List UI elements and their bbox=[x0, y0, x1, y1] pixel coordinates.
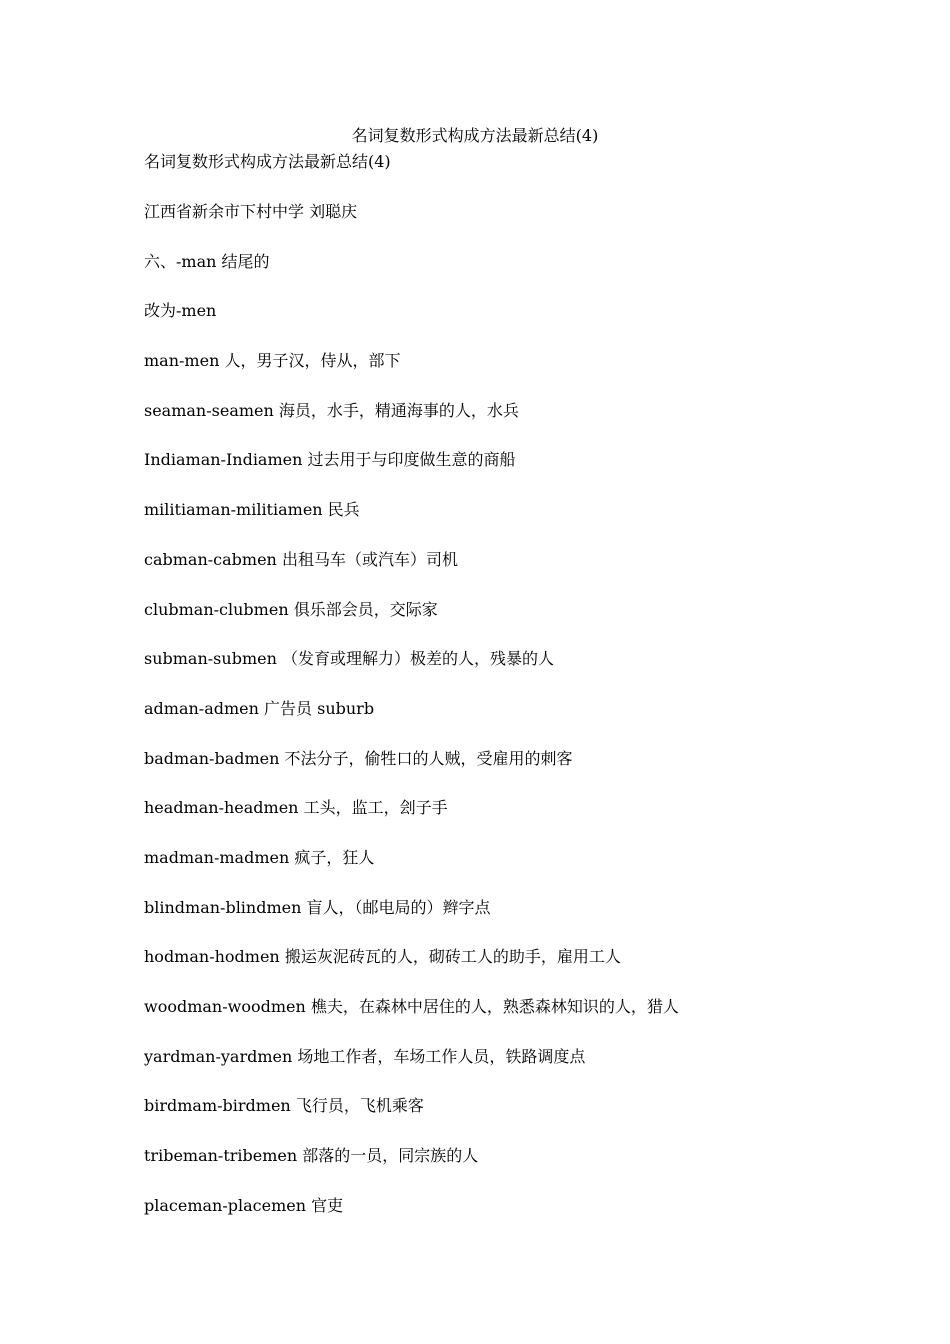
paragraph-entry: madman-madmen 疯子，狂人 bbox=[144, 847, 375, 867]
paragraph-entry: subman-submen （发育或理解力）极差的人，残暴的人 bbox=[144, 649, 554, 669]
paragraph-entry: headman-headmen 工头，监工，刽子手 bbox=[144, 798, 448, 818]
paragraph-entry: clubman-clubmen 俱乐部会员，交际家 bbox=[144, 599, 438, 619]
document-title: 名词复数形式构成方法最新总结(4) bbox=[351, 126, 599, 145]
paragraph-subtitle: 名词复数形式构成方法最新总结(4) bbox=[144, 152, 391, 171]
paragraph-section-heading: 六、-man 结尾的 bbox=[144, 251, 270, 271]
paragraph-entry: adman-admen 广告员 suburb bbox=[144, 698, 375, 718]
paragraph-entry: seaman-seamen 海员，水手，精通海事的人，水兵 bbox=[144, 400, 519, 420]
paragraph-entry: hodman-hodmen 搬运灰泥砖瓦的人，砌砖工人的助手，雇用工人 bbox=[144, 947, 621, 967]
paragraph-entry: tribeman-tribemen 部落的一员，同宗族的人 bbox=[144, 1146, 479, 1166]
paragraph-entry: yardman-yardmen 场地工作者，车场工作人员，铁路调度点 bbox=[144, 1046, 586, 1066]
paragraph-entry: militiaman-militiamen 民兵 bbox=[144, 500, 360, 520]
paragraph-rule: 改为-men bbox=[144, 301, 217, 321]
document-body bbox=[144, 151, 844, 1244]
paragraph-entry: woodman-woodmen 樵夫，在森林中居住的人，熟悉森林知识的人，猎人 bbox=[144, 997, 679, 1016]
paragraph-entry: birdmam-birdmen 飞行员，飞机乘客 bbox=[144, 1096, 424, 1116]
paragraph-entry: placeman-placemen 官吏 bbox=[144, 1195, 344, 1215]
paragraph-entry: man-men 人，男子汉，侍从，部下 bbox=[144, 351, 401, 371]
paragraph-author: 江西省新余市下村中学 刘聪庆 bbox=[144, 202, 358, 221]
paragraph-entry: cabman-cabmen 出租马车（或汽车）司机 bbox=[144, 549, 458, 569]
paragraph-entry: badman-badmen 不法分子，偷牲口的人贼，受雇用的刺客 bbox=[144, 748, 573, 768]
paragraph-entry: blindman-blindmen 盲人，（邮电局的）辫字点 bbox=[144, 897, 491, 917]
paragraph-entry: Indiaman-Indiamen 过去用于与印度做生意的商船 bbox=[144, 450, 516, 470]
